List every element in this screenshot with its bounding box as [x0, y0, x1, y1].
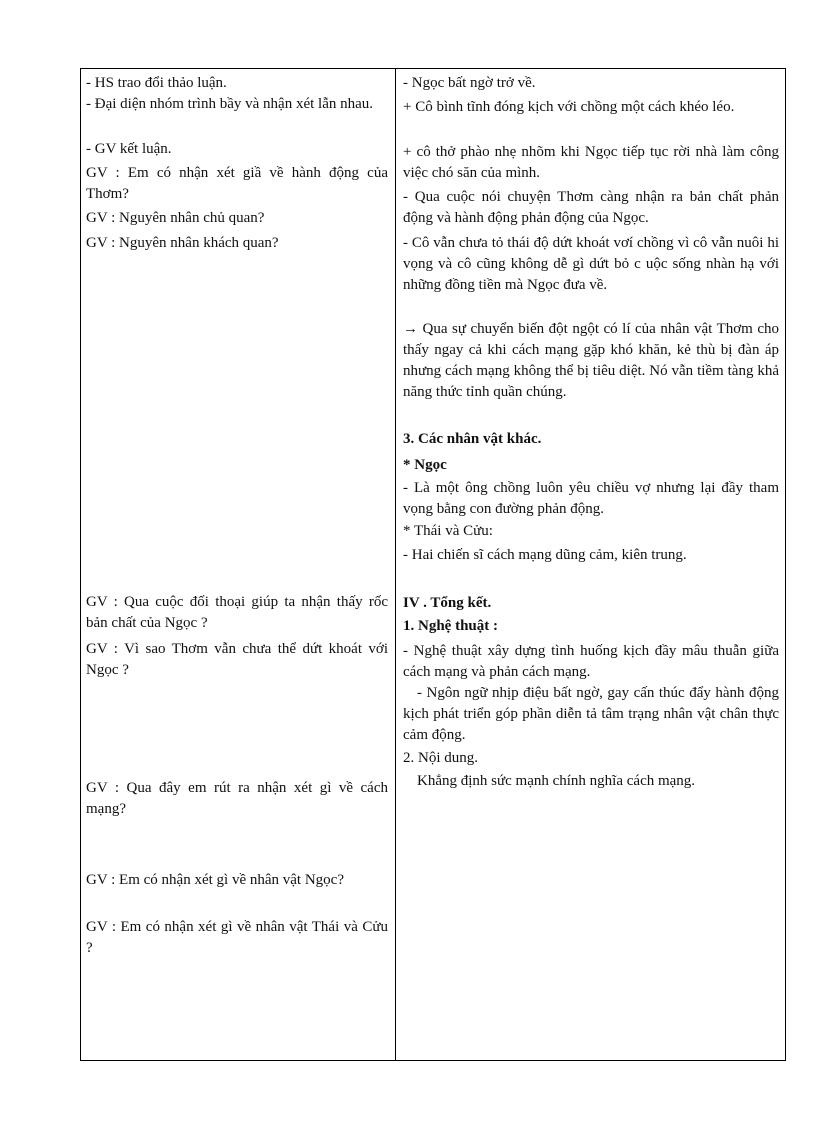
column-divider [395, 69, 396, 1060]
left-line-3: - GV kết luận. [86, 141, 172, 157]
left-line-9: GV : Qua đây em rút ra nhận xét gì về cách mạng? [86, 780, 388, 817]
left-line-1: - HS trao đổi thảo luận. [86, 75, 227, 91]
right-line-14: - Nghệ thuật xây dựng tình huống kịch đầy mâu thuẫn giữa cách mạng và phản cách mạng. [403, 643, 779, 680]
right-line-15: - Ngôn ngữ nhịp điệu bất ngờ, gay cấn thúc đẩy hành động kịch phát triển góp phần diễn tả tâm trạng nhân vật chân thực cảm động. [403, 685, 779, 743]
right-line-17: Khẳng định sức mạnh chính nghĩa cách mạng. [417, 773, 696, 789]
right-line-5: - Cô vẫn chưa tỏ thái độ dứt khoát vơí chồng vì cô vẫn nuôi hi vọng và cô cũng không dễ gì dứt bỏ c uộc sống nhàn hạ với những đồng tiền mà Ngọc đưa về. [403, 235, 779, 293]
subheading-ngoc: * Ngọc [403, 457, 447, 473]
left-line-6: GV : Nguyên nhân khách quan? [86, 235, 279, 251]
left-line-8: GV : Vì sao Thơm vẫn chưa thể dứt khoát với Ngọc ? [86, 641, 388, 678]
left-line-5: GV : Nguyên nhân chủ quan? [86, 210, 265, 226]
right-line-3: + cô thở phào nhẹ nhõm khi Ngọc tiếp tục rời nhà làm công việc chó săn của mình. [403, 144, 779, 181]
section-heading-other-characters: 3. Các nhân vật khác. [403, 431, 542, 447]
left-line-7: GV : Qua cuộc đối thoại giúp ta nhận thấy rốc bản chất của Ngọc ? [86, 594, 388, 631]
left-line-10: GV : Em có nhận xét gì về nhân vật Ngọc? [86, 872, 344, 888]
subheading-art: 1. Nghệ thuật : [403, 618, 499, 634]
right-line-11: - Hai chiến sĩ cách mạng dũng cảm, kiên trung. [403, 547, 687, 563]
right-line-4: - Qua cuộc nói chuyện Thơm càng nhận ra bản chất phản động và hành động phản động của Ngọc. [403, 189, 779, 226]
right-line-6: → Qua sự chuyển biến đột ngột có lí của nhân vật Thơm cho thấy ngay cả khi cách mạng gặp khó khăn, kẻ thù bị đàn áp nhưng cách mạng không thể bị tiêu diệt. Nó vẫn tiềm tàng khả năng thức tỉnh quần chúng. [403, 321, 779, 400]
right-line-1: - Ngọc bất ngờ trở về. [403, 75, 536, 91]
right-line-2: + Cô bình tĩnh đóng kịch với chồng một cách khéo léo. [403, 99, 735, 115]
left-line-11: GV : Em có nhận xét gì về nhân vật Thái và Cửu ? [86, 919, 388, 956]
subheading-content: 2. Nội dung. [403, 750, 478, 766]
section-heading-summary: IV . Tổng kết. [403, 595, 492, 611]
left-line-2: - Đại diện nhóm trình bầy và nhận xét lẫn nhau. [86, 96, 374, 112]
content-table [80, 68, 786, 1061]
right-line-10: * Thái và Cửu: [403, 523, 493, 539]
left-line-4: GV : Em có nhận xét giầ về hành động của Thơm? [86, 165, 388, 202]
right-line-9: - Là một ông chồng luôn yêu chiều vợ nhưng lại đầy tham vọng bằng con đường phản động. [403, 480, 779, 517]
